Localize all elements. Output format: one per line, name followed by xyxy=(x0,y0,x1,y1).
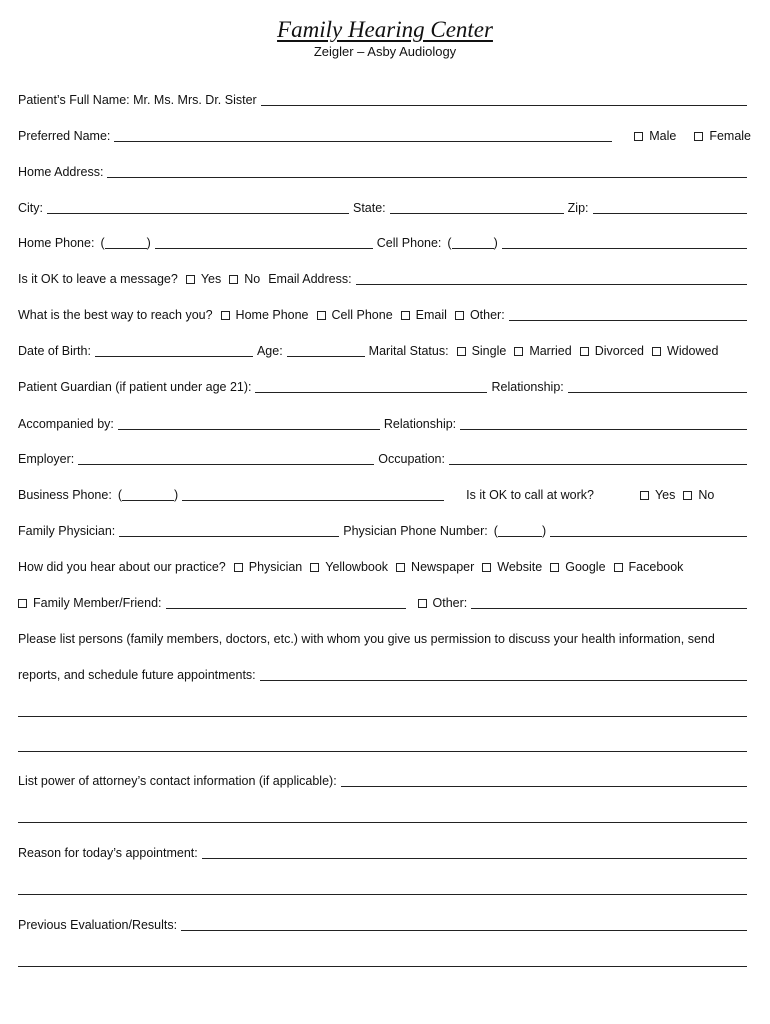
best-other-line[interactable] xyxy=(509,307,747,321)
age-line[interactable] xyxy=(287,343,365,357)
row-persons-blank-2 xyxy=(18,734,751,754)
persons-line-1[interactable] xyxy=(260,667,747,681)
persons-text-1: Please list persons (family members, doctors, etc.) with whom you give us permission to discuss your health information, send xyxy=(18,632,715,646)
src-other-label: Other: xyxy=(432,596,468,610)
form-title: Family Hearing Center xyxy=(277,17,493,42)
form-subtitle: Zeigler – Asby Audiology xyxy=(313,44,457,59)
state-label: State: xyxy=(353,201,386,215)
form-header xyxy=(0,16,770,60)
hear-about-label: How did you hear about our practice? xyxy=(18,560,226,574)
row-persons-blank-1 xyxy=(18,699,751,719)
reason-line-2[interactable] xyxy=(18,881,747,895)
src-google-label: Google xyxy=(565,560,606,574)
message-no-checkbox[interactable] xyxy=(229,275,238,284)
city-label: City: xyxy=(18,201,43,215)
ok-call-work-label: Is it OK to call at work? xyxy=(466,488,594,502)
best-home-phone-label: Home Phone xyxy=(235,308,309,322)
src-facebook-label: Facebook xyxy=(628,560,684,574)
row-persons-2 xyxy=(18,663,751,683)
female-label: Female xyxy=(709,129,751,143)
message-no-label: No xyxy=(244,272,261,286)
message-yes-checkbox[interactable] xyxy=(186,275,195,284)
row-best-way xyxy=(18,303,751,323)
cell-phone-line[interactable] xyxy=(502,235,747,249)
row-family-physician: Family Physician: Physician Phone Number: ( ) xyxy=(18,519,751,539)
row-previous-blank xyxy=(18,949,751,969)
previous-line-1[interactable] xyxy=(181,917,747,931)
src-other-line[interactable] xyxy=(471,595,747,609)
best-cell-phone-label: Cell Phone xyxy=(331,308,393,322)
single-label: Single xyxy=(471,344,507,358)
row-city-state-zip xyxy=(18,196,751,216)
single-checkbox[interactable] xyxy=(457,347,466,356)
guardian-relationship-line[interactable] xyxy=(568,379,747,393)
business-phone-line[interactable] xyxy=(182,487,444,501)
src-physician-checkbox[interactable] xyxy=(234,563,243,572)
employer-line[interactable] xyxy=(78,451,374,465)
row-guardian xyxy=(18,375,751,395)
reason-line-1[interactable] xyxy=(202,845,747,859)
row-accompanied xyxy=(18,412,751,432)
row-hear-about xyxy=(18,555,751,575)
male-checkbox[interactable] xyxy=(634,132,643,141)
src-other-checkbox[interactable] xyxy=(418,599,427,608)
work-no-checkbox[interactable] xyxy=(683,491,692,500)
home-phone-label: Home Phone: xyxy=(18,236,95,250)
src-family-checkbox[interactable] xyxy=(18,599,27,608)
home-address-line[interactable] xyxy=(107,164,747,178)
home-phone-line[interactable] xyxy=(155,235,373,249)
physician-phone-label: Physician Phone Number: xyxy=(343,524,488,538)
src-yellowbook-label: Yellowbook xyxy=(325,560,389,574)
age-label: Age: xyxy=(256,344,283,358)
best-cell-phone-checkbox[interactable] xyxy=(317,311,326,320)
full-name-label: Patient’s Full Name: Mr. Ms. Mrs. Dr. Sister xyxy=(18,93,257,107)
accompanied-by-line[interactable] xyxy=(118,416,380,430)
married-checkbox[interactable] xyxy=(514,347,523,356)
row-employer xyxy=(18,447,751,467)
row-previous xyxy=(18,913,751,933)
best-home-phone-checkbox[interactable] xyxy=(221,311,230,320)
email-address-label: Email Address: xyxy=(268,272,352,286)
persons-text-2: reports, and schedule future appointments: xyxy=(18,668,256,682)
row-business-phone: Business Phone: ( ) Is it OK to call at work? Yes No xyxy=(18,488,715,502)
occupation-label: Occupation: xyxy=(378,452,445,466)
src-family-line[interactable] xyxy=(166,595,406,609)
src-yellowbook-checkbox[interactable] xyxy=(310,563,319,572)
src-website-checkbox[interactable] xyxy=(482,563,491,572)
male-label: Male xyxy=(649,129,677,143)
full-name-line[interactable] xyxy=(261,92,747,106)
guardian-line[interactable] xyxy=(255,379,487,393)
work-yes-label: Yes xyxy=(654,488,676,502)
poa-line-1[interactable] xyxy=(341,773,747,787)
row-reason-blank xyxy=(18,877,751,897)
physician-phone-line[interactable] xyxy=(550,523,747,537)
poa-label: List power of attorney’s contact information (if applicable): xyxy=(18,774,337,788)
src-newspaper-label: Newspaper xyxy=(411,560,475,574)
previous-line-2[interactable] xyxy=(18,953,747,967)
reason-label: Reason for today’s appointment: xyxy=(18,846,198,860)
accompanied-relationship-label: Relationship: xyxy=(383,417,457,431)
best-email-checkbox[interactable] xyxy=(401,311,410,320)
guardian-label: Patient Guardian (if patient under age 21): xyxy=(18,380,252,394)
preferred-name-line[interactable] xyxy=(114,128,612,142)
dob-label: Date of Birth: xyxy=(18,344,91,358)
zip-line[interactable] xyxy=(593,200,747,214)
row-persons-1 xyxy=(18,627,751,647)
row-home-address xyxy=(18,160,751,180)
row-poa xyxy=(18,769,751,789)
marital-status-label: Marital Status: xyxy=(368,344,449,358)
city-line[interactable] xyxy=(47,200,349,214)
work-no-label: No xyxy=(698,488,715,502)
female-checkbox[interactable] xyxy=(694,132,703,141)
preferred-name-label: Preferred Name: xyxy=(18,129,111,143)
src-website-label: Website xyxy=(497,560,543,574)
accompanied-relationship-line[interactable] xyxy=(460,416,747,430)
accompanied-by-label: Accompanied by: xyxy=(18,417,114,431)
best-other-checkbox[interactable] xyxy=(455,311,464,320)
physician-phone-area-code[interactable] xyxy=(498,523,542,537)
cell-phone-label: Cell Phone: xyxy=(376,236,442,250)
src-facebook-checkbox[interactable] xyxy=(614,563,623,572)
src-family-label: Family Member/Friend: xyxy=(33,596,162,610)
married-label: Married xyxy=(529,344,572,358)
row-phones: Home Phone: ( ) Cell Phone: ( ) xyxy=(18,231,751,251)
family-physician-label: Family Physician: xyxy=(18,524,116,538)
row-reason xyxy=(18,841,751,861)
divorced-label: Divorced xyxy=(594,344,645,358)
family-physician-line[interactable] xyxy=(119,523,339,537)
best-email-label: Email xyxy=(415,308,447,322)
row-poa-blank xyxy=(18,805,751,825)
home-phone-area-code[interactable] xyxy=(105,235,147,249)
best-way-label: What is the best way to reach you? xyxy=(18,308,213,322)
employer-label: Employer: xyxy=(18,452,75,466)
row-message-email xyxy=(18,267,751,287)
message-yes-label: Yes xyxy=(200,272,222,286)
src-physician-label: Physician xyxy=(248,560,303,574)
zip-label: Zip: xyxy=(567,201,589,215)
poa-line-2[interactable] xyxy=(18,809,747,823)
widowed-label: Widowed xyxy=(667,344,719,358)
business-phone-area-code[interactable] xyxy=(122,487,174,501)
guardian-relationship-label: Relationship: xyxy=(491,380,564,394)
row-full-name xyxy=(18,88,751,108)
cell-phone-area-code[interactable] xyxy=(452,235,494,249)
persons-line-2[interactable] xyxy=(18,703,747,717)
work-yes-checkbox[interactable] xyxy=(640,491,649,500)
src-google-checkbox[interactable] xyxy=(550,563,559,572)
row-family-other xyxy=(18,591,751,611)
widowed-checkbox[interactable] xyxy=(652,347,661,356)
home-address-label: Home Address: xyxy=(18,165,104,179)
dob-line[interactable] xyxy=(95,343,253,357)
state-line[interactable] xyxy=(390,200,564,214)
row-dob-age-marital xyxy=(18,339,751,359)
row-preferred-name xyxy=(18,124,751,144)
email-address-line[interactable] xyxy=(356,271,747,285)
persons-line-3[interactable] xyxy=(18,738,747,752)
src-newspaper-checkbox[interactable] xyxy=(396,563,405,572)
business-phone-label: Business Phone: xyxy=(18,488,112,502)
divorced-checkbox[interactable] xyxy=(580,347,589,356)
leave-message-label: Is it OK to leave a message? xyxy=(18,272,178,286)
occupation-line[interactable] xyxy=(449,451,747,465)
best-other-label: Other: xyxy=(469,308,505,322)
previous-label: Previous Evaluation/Results: xyxy=(18,918,178,932)
